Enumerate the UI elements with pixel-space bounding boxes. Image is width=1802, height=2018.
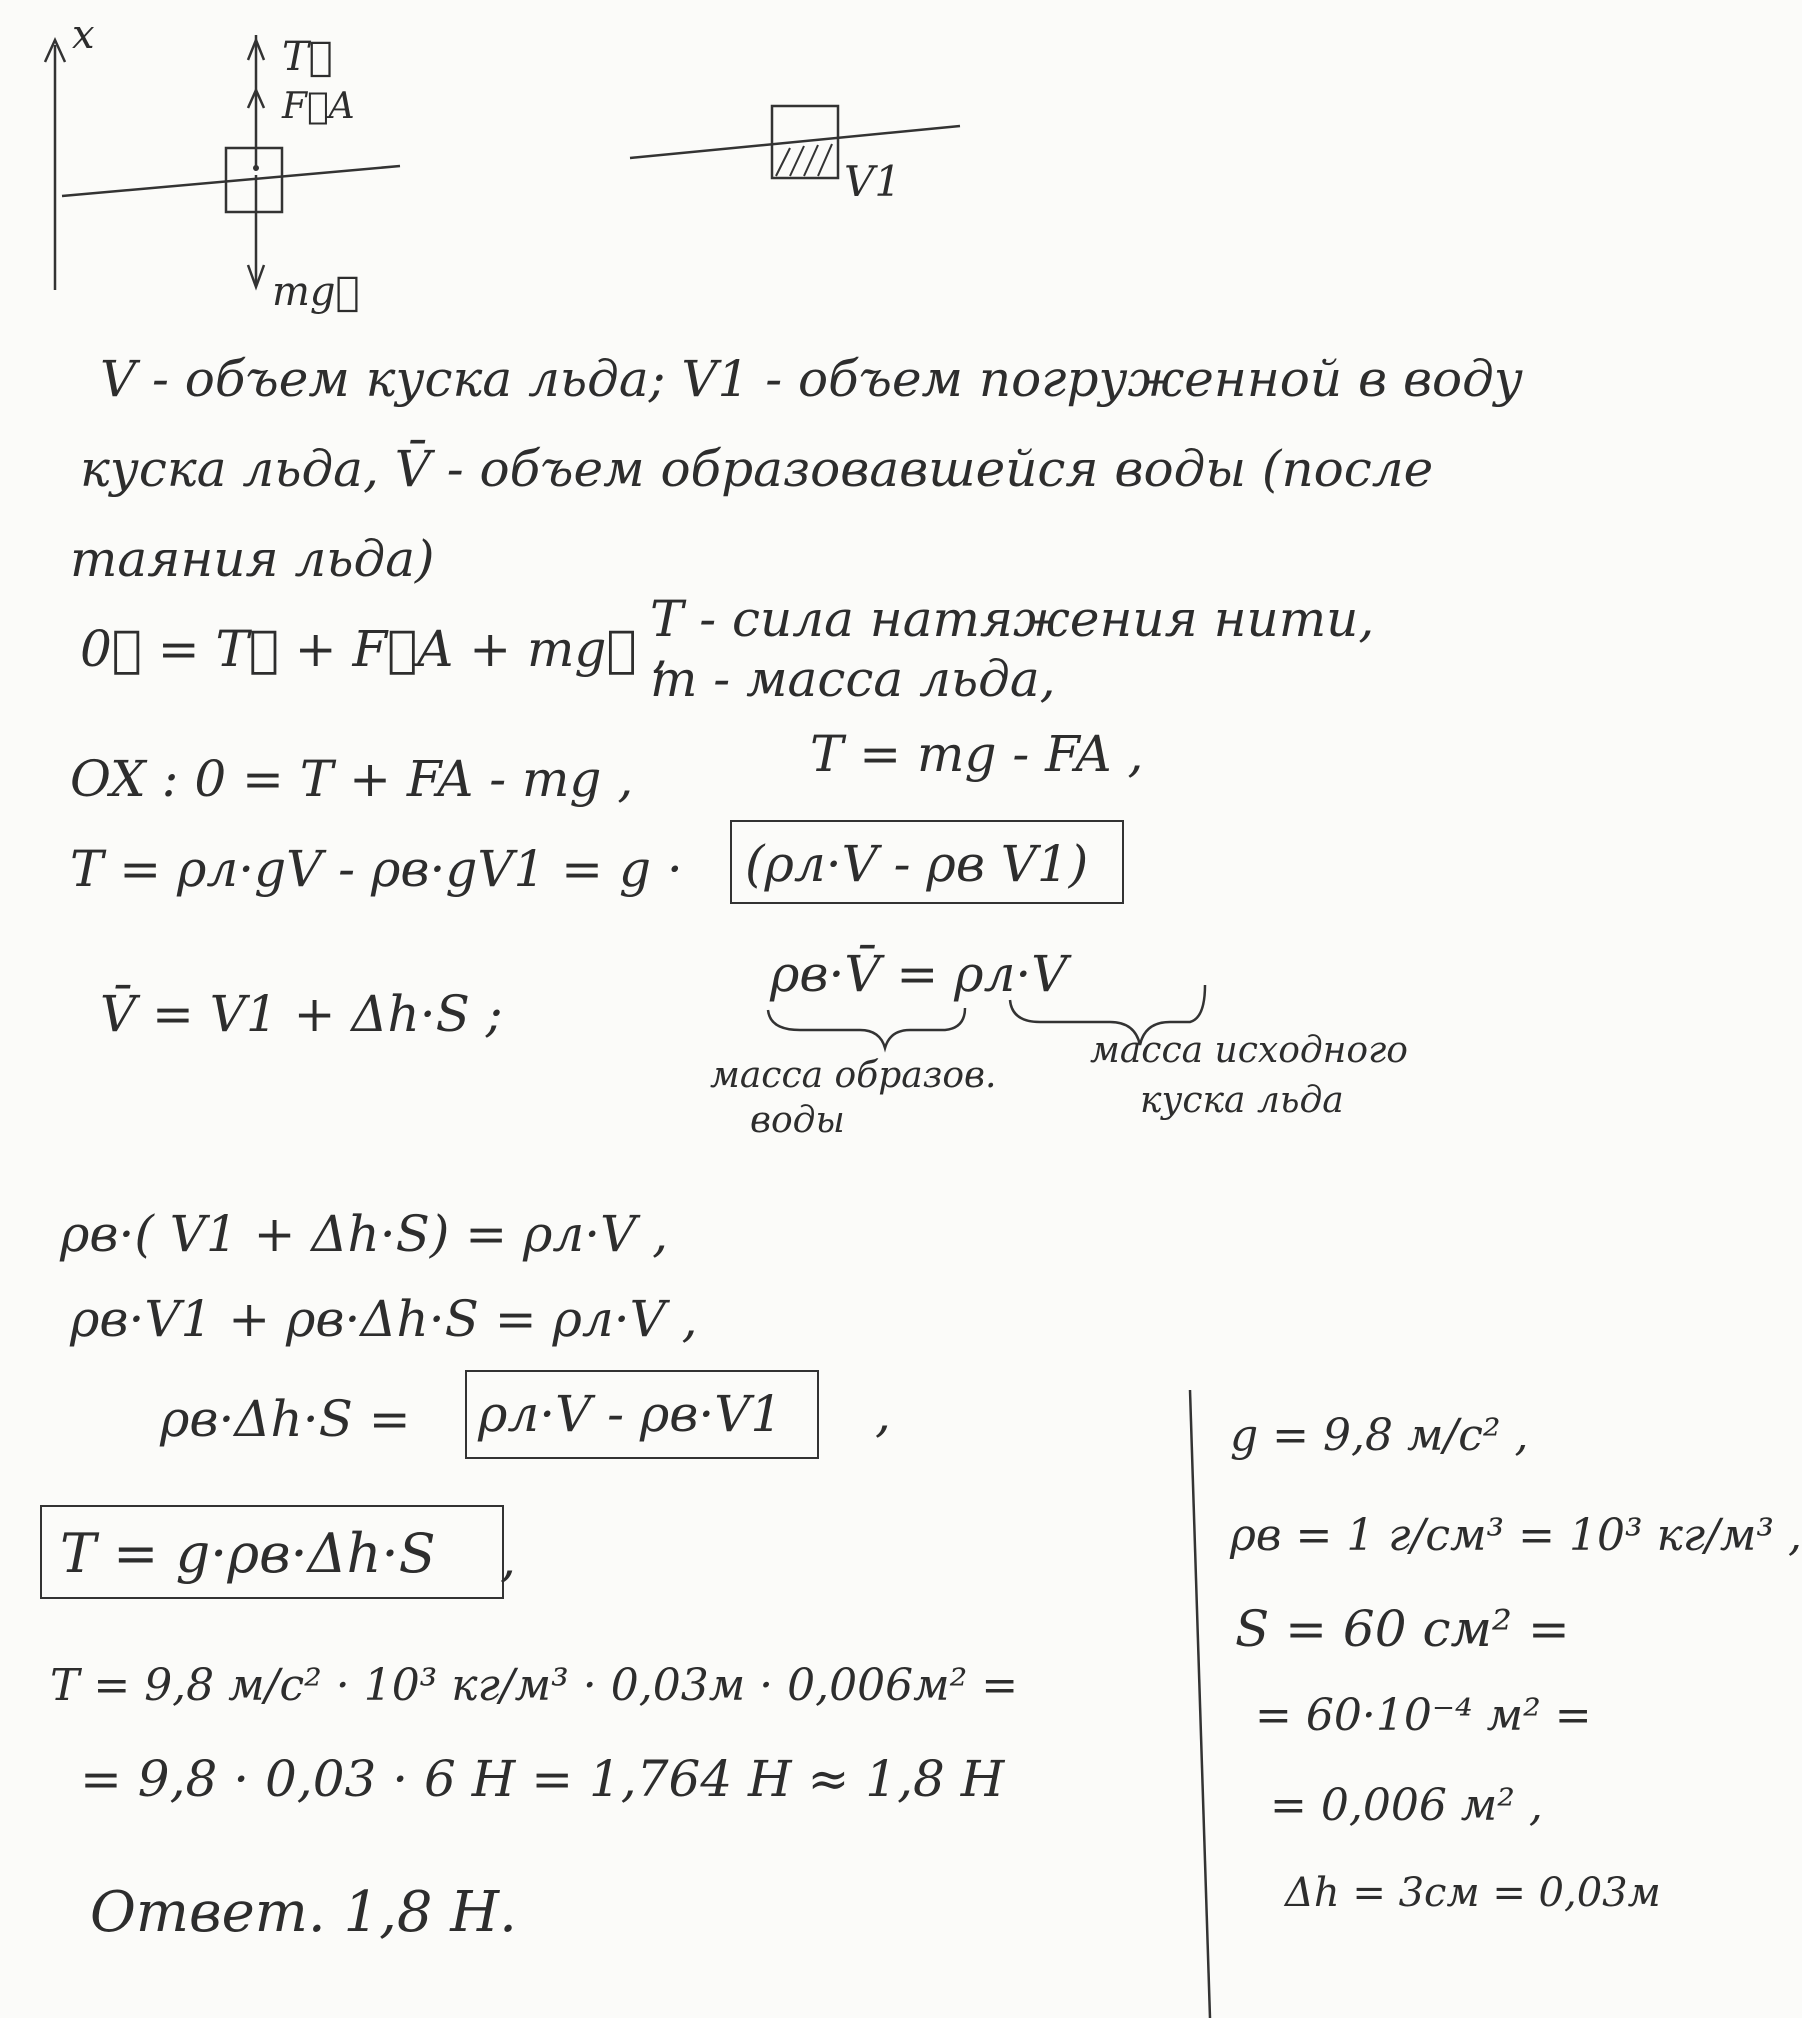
result-comma: , <box>500 1530 516 1588</box>
brace-label-ice-1: масса исходного <box>1090 1030 1408 1071</box>
answer: Ответ. 1,8 Н. <box>90 1880 517 1945</box>
given-rho-water: ρв = 1 г/см³ = 10³ кг/м³ , <box>1230 1510 1802 1561</box>
line-10-lhs: ρв·Δh·S = <box>160 1390 411 1448</box>
given-divider-line <box>1190 1390 1210 2018</box>
brace-water-mass <box>768 1008 965 1048</box>
line-4-mass-def: m - масса льда, <box>650 650 1056 708</box>
line-7-mass-equality: ρв·V̄ = ρл·V <box>770 945 1068 1003</box>
result-formula: T = g·ρв·Δh·S <box>60 1522 436 1585</box>
line-10-comma: , <box>875 1385 891 1443</box>
submerged-volume-label: V1 <box>844 157 902 206</box>
force-T-label: T⃗ <box>282 34 333 80</box>
given-S: S = 60 см² = <box>1235 1600 1570 1658</box>
line-2: куска льда, V̄ - объем образовавшейся воды (после <box>80 440 1434 498</box>
line-13-result: = 9,8 · 0,03 · 6 Н = 1,764 Н ≈ 1,8 Н <box>80 1750 1005 1808</box>
line-12-substitution: T = 9,8 м/с² · 10³ кг/м³ · 0,03м · 0,006м² = <box>50 1660 1019 1711</box>
line-8: ρв·( V1 + Δh·S) = ρл·V , <box>60 1205 669 1263</box>
line-1: V - объем куска льда; V1 - объем погруженной в воду <box>100 350 1523 408</box>
line-5-tension: T = mg - FA , <box>810 725 1144 783</box>
water-surface-line-2 <box>630 126 960 158</box>
brace-label-water-1: масса образов. <box>710 1055 997 1096</box>
line-3: таяния льда) <box>70 530 435 588</box>
given-g: g = 9,8 м/с² , <box>1230 1410 1529 1461</box>
given-dh: Δh = 3см = 0,03м <box>1285 1870 1661 1916</box>
line-7-volume: V̄ = V1 + Δh·S ; <box>100 985 503 1043</box>
force-FA-label: F⃗A <box>282 86 355 127</box>
line-4-equation: 0⃗ = T⃗ + F⃗A + mg⃗ , <box>80 620 669 678</box>
force-mg-label: mg⃗ <box>272 269 360 315</box>
line-10-boxed: ρл·V - ρв·V1 <box>478 1385 783 1443</box>
line-6-equation: T = ρл·gV - ρв·gV1 = g · <box>70 840 683 898</box>
given-S-value: = 0,006 м² , <box>1270 1780 1543 1831</box>
brace-label-water-2: воды <box>750 1100 845 1141</box>
brace-label-ice-2: куска льда <box>1140 1080 1344 1121</box>
line-5-projection: OX : 0 = T + FA - mg , <box>70 750 634 808</box>
given-S-convert: = 60·10⁻⁴ м² = <box>1255 1690 1592 1741</box>
line-4-tension-def: T - сила натяжения нити, <box>650 590 1375 648</box>
line-6-boxed-expression: (ρл·V - ρв V1) <box>745 835 1089 893</box>
x-axis-label: x <box>72 12 95 58</box>
line-9: ρв·V1 + ρв·Δh·S = ρл·V , <box>70 1290 698 1348</box>
water-surface-line <box>62 166 400 196</box>
